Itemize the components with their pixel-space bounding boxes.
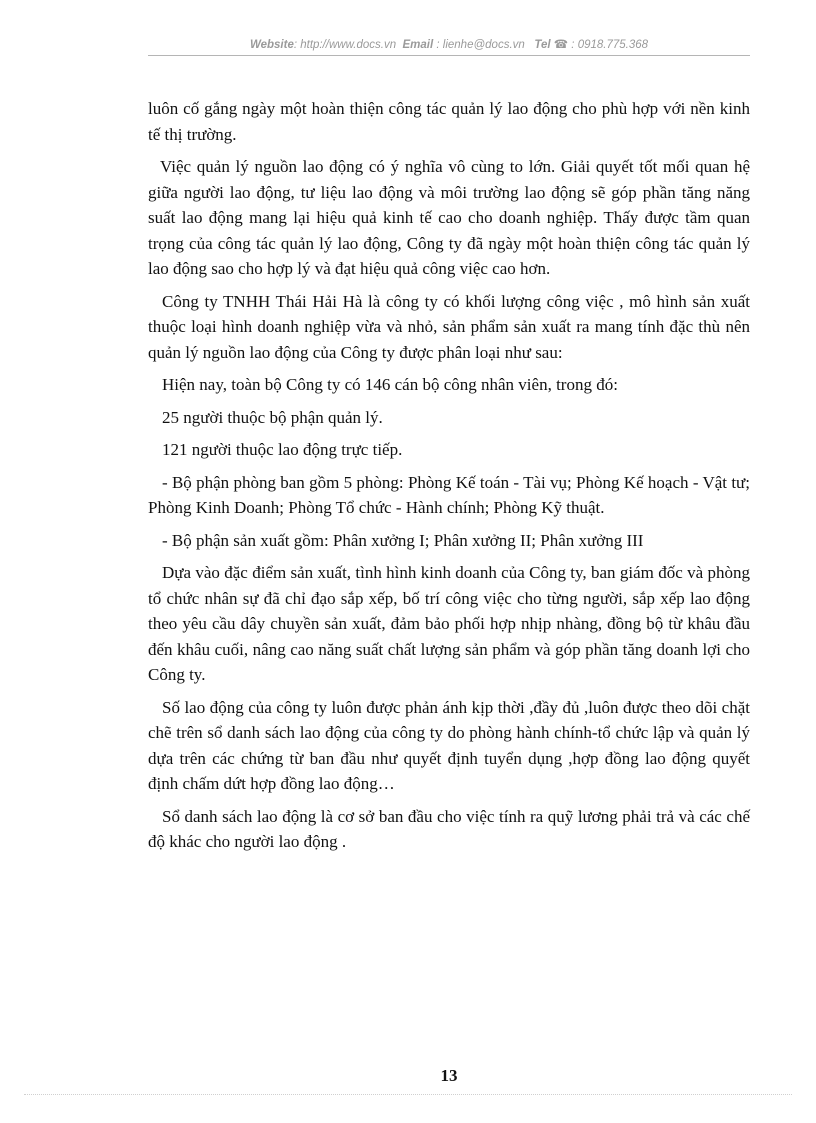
page-number: 13	[440, 1066, 458, 1085]
paragraph-7: - Bộ phận phòng ban gồm 5 phòng: Phòng Kế toán - Tài vụ; Phòng Kế hoạch - Vật tư; Phòng Kinh Doanh; Phòng Tổ chức - Hành chính; Phòng Kỹ thuật.	[148, 472, 750, 517]
paragraph-10: Số lao động của công ty luôn được phản ánh kịp thời ,đầy đủ ,luôn được theo dõi chặt chẽ trên sổ danh sách lao động của công ty do phòng hành chính-tổ chức lập và quản lý dựa trên các chứng từ ban đầu như quyết định tuyển dụng ,hợp đồng lao động quyết định chấm dứt hợp đồng lao động…	[148, 697, 750, 793]
paragraph-11: Sổ danh sách lao động là cơ sở ban đầu cho việc tính ra quỹ lương phải trả và các chế độ khác cho người lao động .	[148, 806, 750, 851]
tel-label: Tel	[534, 39, 551, 51]
tel-value: ☎ : 0918.775.368	[553, 39, 649, 51]
email-label: Email	[402, 39, 434, 51]
paragraph-2: Việc quản lý nguồn lao động có ý nghĩa vô cùng to lớn. Giải quyết tốt mối quan hệ giữa người lao động, tư liệu lao động và môi trường lao động sẽ góp phần tăng năng suất lao động mang lại hiệu quả kinh tế cao cho doanh nghiệp. Thấy được tầm quan trọng của công tác quản lý lao động, Công ty đã ngày một hoàn thiện công tác quản lý lao động sao cho hợp lý và đạt hiệu quả công việc cao hơn.	[148, 157, 750, 278]
website-value: : http://www.docs.vn	[293, 39, 397, 51]
website-label: Website	[249, 39, 294, 51]
document-body	[148, 96, 750, 862]
paragraph-6: 121 người thuộc lao động trực tiếp.	[162, 440, 403, 459]
paragraph-9: Dựa vào đặc điểm sản xuất, tình hình kinh doanh của Công ty, ban giám đốc và phòng tổ chức nhân sự đã chỉ đạo sắp xếp, bố trí công việc cho từng người, sắp xếp lao động theo yêu cầu dây chuyền sản xuất, đảm bảo phối hợp nhịp nhàng, đồng bộ từ khâu đầu đến khâu cuối, nâng cao năng suất chất lượng sản phẩm và góp phần tăng doanh lợi cho Công ty.	[148, 563, 750, 684]
paragraph-5: 25 người thuộc bộ phận quản lý.	[162, 407, 383, 427]
header-divider	[148, 55, 750, 56]
paragraph-4: Hiện nay, toàn bộ Công ty có 146 cán bộ công nhân viên, trong đó:	[162, 375, 618, 394]
page-header	[148, 37, 750, 51]
paragraph-3: Công ty TNHH Thái Hải Hà là công ty có khối lượng công việc , mô hình sản xuất thuộc loại hình doanh nghiệp vừa và nhỏ, sản phẩm sản xuất ra mang tính đặc thù nên quản lý nguồn lao động của Công ty được phân loại như sau:	[148, 291, 750, 362]
paragraph-1: luôn cố gắng ngày một hoàn thiện công tác quản lý lao động cho phù hợp với nền kinh tế thị trường.	[148, 99, 750, 144]
email-value: : lienhe@docs.vn	[436, 39, 525, 51]
paragraph-8: - Bộ phận sản xuất gồm: Phân xưởng I; Phân xưởng II; Phân xưởng III	[162, 530, 644, 550]
footer-divider	[24, 1094, 792, 1095]
